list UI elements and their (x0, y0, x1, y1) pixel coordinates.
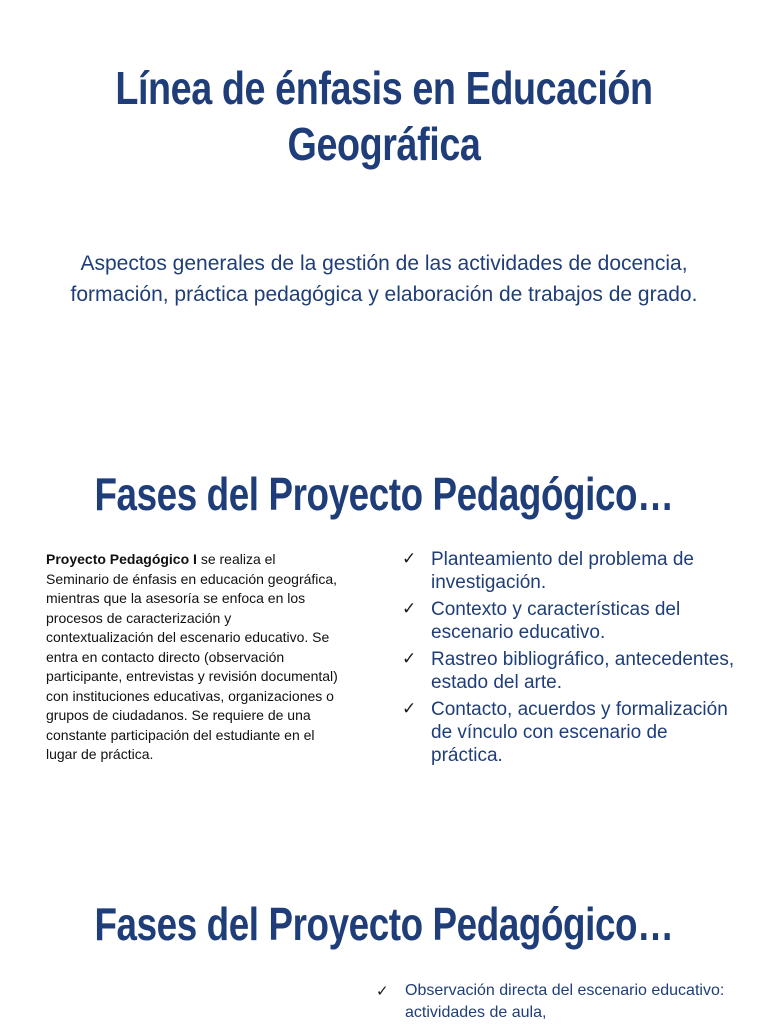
check-icon: ✓ (402, 599, 417, 619)
section-title-phases: Fases del Proyecto Pedagógico… (94, 468, 674, 520)
checklist-item (376, 980, 736, 1024)
page-title: Línea de énfasis en Educación Geográfica (115, 62, 653, 170)
phase-checklist (402, 548, 742, 771)
checklist-item (402, 648, 742, 694)
section-title-phases-2: Fases del Proyecto Pedagógico… (94, 898, 674, 950)
checklist-item (402, 698, 742, 767)
check-icon: ✓ (402, 699, 417, 719)
project-description (46, 550, 338, 765)
check-icon: ✓ (376, 982, 389, 1000)
checklist-item-text: Rastreo bibliográfico, antecedentes, estado del arte. (431, 649, 735, 693)
checklist-item-text: Contexto y características del escenario educativo. (431, 599, 681, 643)
checklist-item (402, 598, 742, 644)
phase-checklist-2 (376, 980, 736, 1024)
project-description-text: se realiza el Seminario de énfasis en educación geográfica, mientras que la asesoría se enfoca en los procesos de caracterización y contextualización del escenario educativo. Se entra en contacto directo (observación participante, entrevistas y revisión documental) con instituciones educativas, organizaciones o grupos de ciudadanos. Se requiere de una constante participación del estudiante en el lugar de práctica. (46, 551, 338, 762)
checklist-item-text: Contacto, acuerdos y formalización de vínculo con escenario de práctica. (431, 699, 728, 766)
subtitle: Aspectos generales de la gestión de las actividades de docencia, formación, práctica pedagógica y elaboración de trabajos de grado. (70, 252, 698, 306)
project-description-bold: Proyecto Pedagógico I (46, 551, 197, 567)
check-icon: ✓ (402, 549, 417, 569)
checklist-item-text: Planteamiento del problema de investigación. (431, 549, 695, 593)
checklist-item-text: Observación directa del escenario educativo: actividades de aula, (405, 982, 725, 1021)
check-icon: ✓ (402, 649, 417, 669)
checklist-item (402, 548, 742, 594)
